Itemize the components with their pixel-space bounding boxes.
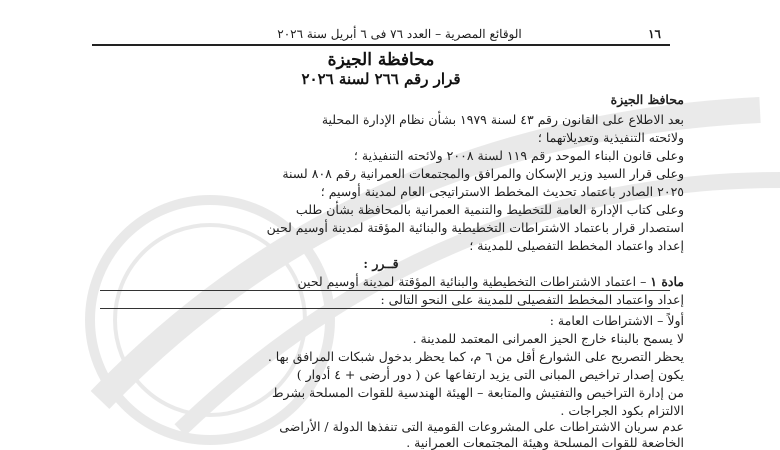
article-underline — [100, 308, 670, 309]
list-item: الالتزام بكود الجراجات . — [560, 403, 684, 418]
preamble-line: إعداد واعتماد المخطط التفصيلى للمدينة ؛ — [469, 238, 684, 253]
preamble-line: بعد الاطلاع على القانون رقم ٤٣ لسنة ١٩٧٩ بشأن نظام الإدارة المحلية — [321, 112, 684, 127]
list-item: عدم سريان الاشتراطات على المشروعات القومية التى تنفذها الدولة / الأراضى — [279, 419, 684, 434]
list-item: الخاضعة للقوات المسلحة وهيئة المجتمعات العمرانية . — [406, 435, 684, 450]
header-divider — [92, 44, 670, 46]
article-1-text: – اعتماد الاشتراطات التخطيطية والبنائية المؤقتة لمدينة أوسيم لحين — [297, 274, 651, 289]
article-label: مادة ١ — [650, 274, 684, 289]
preamble-line: ٢٠٢٥ الصادر باعتماد تحديث المخطط الاستراتيجى العام لمدينة أوسيم ؛ — [320, 184, 684, 199]
preamble-line: وعلى قرار السيد وزير الإسكان والمرافق والمجتمعات العمرانية رقم ٨٠٨ لسنة — [282, 166, 684, 181]
preamble-line: استصدار قرار باعتماد الاشتراطات التخطيطية والبنائية المؤقتة لمدينة أوسيم لحين — [266, 220, 684, 235]
governorate-title: محافظة الجيزة — [327, 50, 435, 70]
article-1-line — [298, 274, 684, 289]
running-header — [92, 27, 667, 43]
preamble-line: وعلى قانون البناء الموحد رقم ١١٩ لسنة ٢٠٠٨ ولائحته التنفيذية ؛ — [353, 148, 684, 163]
list-item: يحظر التصريح على الشوارع أقل من ٦ م، كما يحظر بدخول شبكات المرافق بها . — [267, 349, 684, 364]
article-1-line: إعداد واعتماد المخطط التفصيلى للمدينة على النحو التالى : — [380, 292, 684, 307]
list-item: لا يسمح بالبناء خارج الحيز العمرانى المعتمد للمدينة . — [412, 331, 684, 346]
page-number: ١٦ — [648, 27, 661, 41]
issuer-heading: محافظ الجيزة — [610, 92, 684, 107]
running-title: الوقائع المصرية – العدد ٧٦ فى ٦ أبريل سنة ٢٠٢٦ — [277, 27, 522, 41]
preamble-line: ولائحته التنفيذية وتعديلاتهما ؛ — [537, 130, 684, 145]
decision-number: قرار رقم ٢٦٦ لسنة ٢٠٢٦ — [301, 70, 461, 88]
preamble-line: وعلى كتاب الإدارة العامة للتخطيط والتنمية العمرانية بالمحافظة بشأن طلب — [295, 202, 684, 217]
decides-heading: قــرر : — [363, 256, 399, 271]
list-item: من إدارة التراخيص والتفتيش والمتابعة – الهيئة الهندسية للقوات المسلحة بشرط — [272, 385, 684, 400]
list-item: يكون إصدار تراخيص المبانى التى يزيد ارتفاعها عن ( دور أرضى + ٤ أدوار ) — [296, 367, 684, 382]
article-underline — [100, 290, 670, 291]
section-heading: أولاً – الاشتراطات العامة : — [549, 313, 684, 328]
